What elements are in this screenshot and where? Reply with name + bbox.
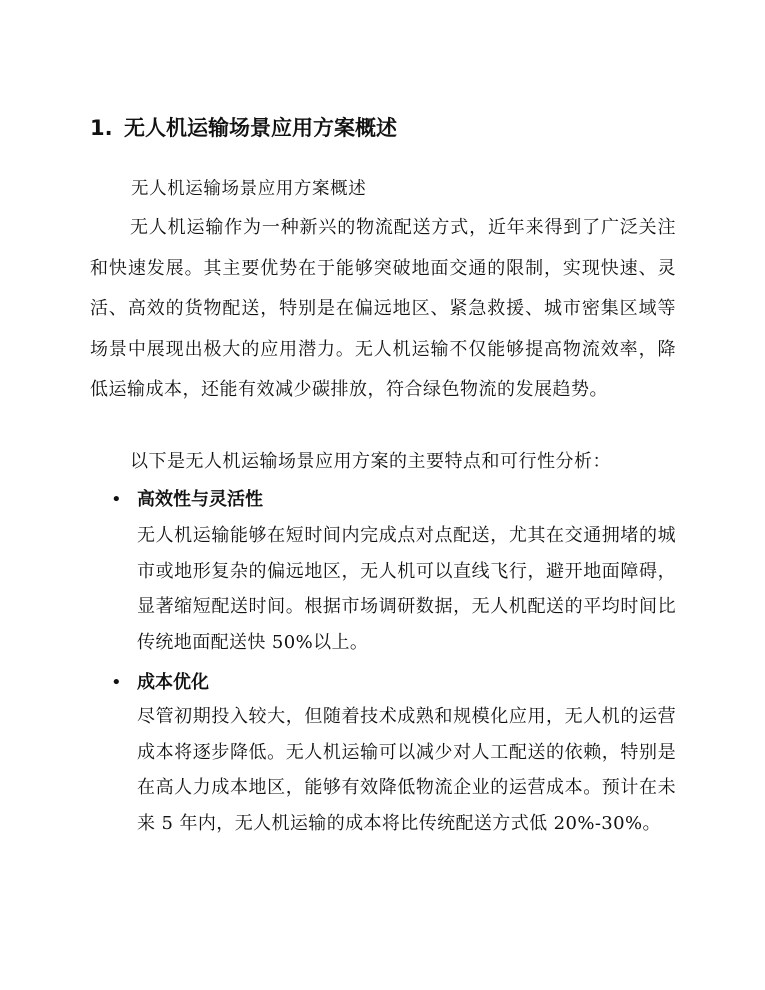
bullet-title-cost: 成本优化 bbox=[137, 672, 209, 693]
section-subtitle: 无人机运输场景应用方案概述 bbox=[131, 179, 367, 199]
bullet-marker: • bbox=[111, 672, 122, 693]
bullet-marker: • bbox=[111, 489, 122, 510]
section-title: 无人机运输场景应用方案概述 bbox=[124, 116, 397, 140]
section-heading bbox=[90, 112, 710, 144]
section-number: 1. bbox=[90, 116, 113, 140]
intro-paragraph: 无人机运输作为一种新兴的物流配送方式，近年来得到了广泛关注和快速发展。其主要优势在于能够突破地面交通的限制，实现快速、灵活、高效的货物配送，特别是在偏远地区、紧急救援、城市密集区域等场景中展现出极大的应用潜力。无人机运输不仅能够提高物流效率，降低运输成本，还能有效减少碳排放，符合绿色物流的发展趋势。 bbox=[90, 217, 676, 401]
lead-in-paragraph: 以下是无人机运输场景应用方案的主要特点和可行性分析： bbox=[130, 451, 611, 472]
bullet-text-efficiency: 无人机运输能够在短时间内完成点对点配送，尤其在交通拥堵的城市或地形复杂的偏远地区，无人机可以直线飞行，避开地面障碍，显著缩短配送时间。根据市场调研数据，无人机配送的平均时间比传统地面配送快 50%以上。 bbox=[137, 525, 676, 653]
bullet-text-cost: 尽管初期投入较大，但随着技术成熟和规模化应用，无人机的运营成本将逐步降低。无人机运输可以减少对人工配送的依赖，特别是在高人力成本地区，能够有效降低物流企业的运营成本。预计在未来 5 年内，无人机运输的成本将比传统配送方式低 20%-30%。 bbox=[137, 706, 676, 834]
bullet-title-efficiency: 高效性与灵活性 bbox=[137, 489, 263, 510]
